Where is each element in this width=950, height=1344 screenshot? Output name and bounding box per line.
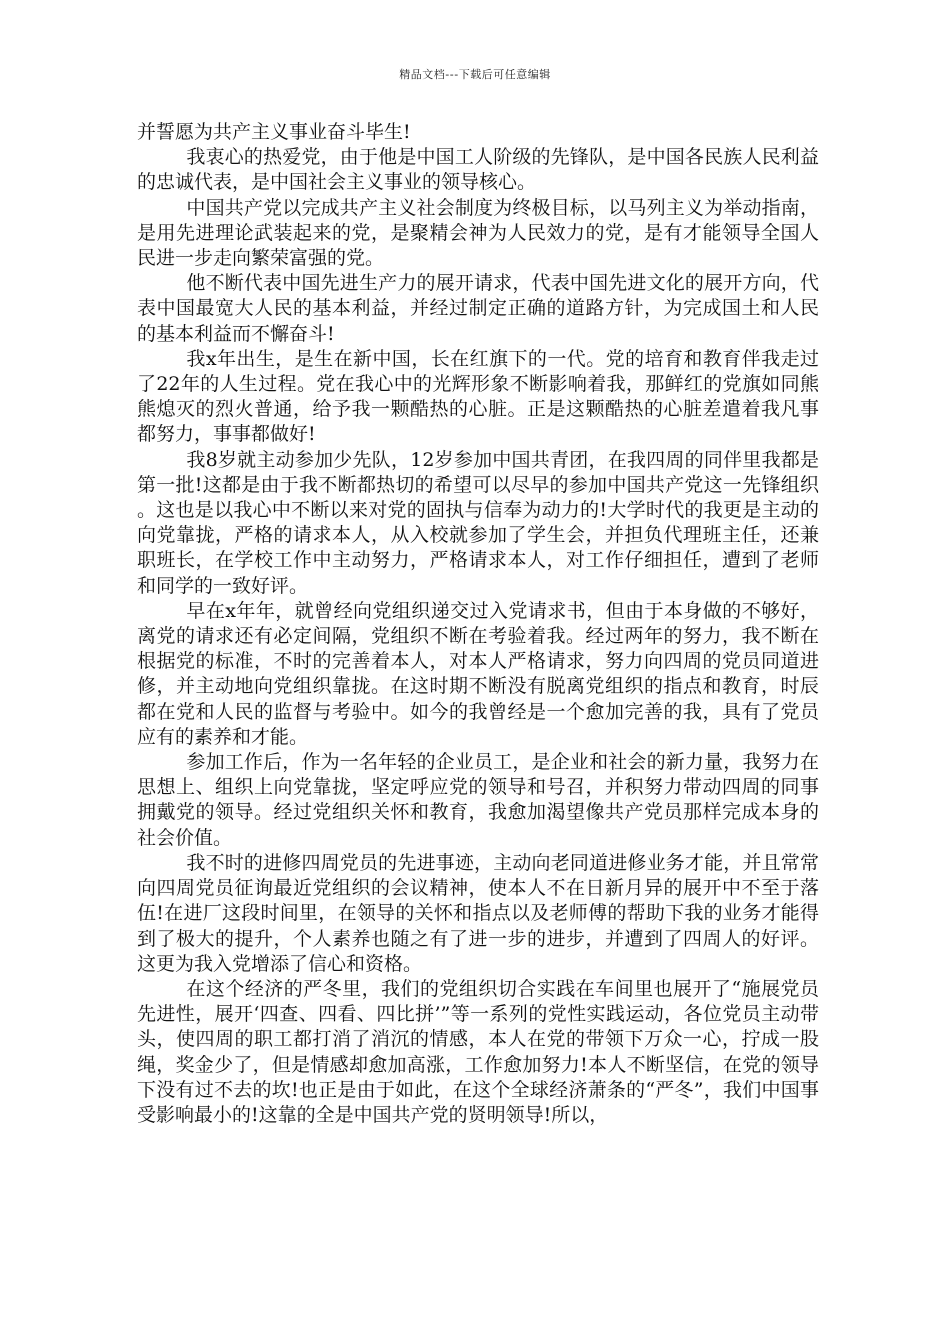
document-body (137, 120, 819, 1128)
paragraph: 我不时的进修四周党员的先进事迹，主动向老同道进修业务才能，并且常常向四周党员征询最近党组织的会议精神，使本人不在日新月异的展开中不至于落伍!在进厂这段时间里，在领导的关怀和指点以及老师傅的帮助下我的业务才能得到了极大的提升，个人素养也随之有了进一步的进步，并遭到了四周人的好评。这更为我入党增添了信心和资格。 (137, 851, 819, 975)
paragraph: 中国共产党以完成共产主义社会制度为终极目标，以马列主义为举动指南，是用先进理论武装起来的党，是聚精会神为人民效力的党，是有才能领导全国人民进一步走向繁荣富强的党。 (137, 196, 819, 270)
page-header: 精品文档---下载后可任意编辑 (399, 68, 551, 81)
paragraph: 参加工作后，作为一名年轻的企业员工，是企业和社会的新力量，我努力在思想上、组织上向党靠拢，坚定呼应党的领导和号召，并积努力带动四周的同事拥戴党的领导。经过党组织关怀和教育，我愈加渴望像共产党员那样完成本身的社会价值。 (137, 751, 819, 849)
paragraph: 我衷心的热爱党，由于他是中国工人阶级的先锋队，是中国各民族人民利益的忠诚代表，是中国社会主义事业的领导核心。 (137, 146, 819, 194)
paragraph: 我8岁就主动参加少先队，12岁参加中国共青团，在我四周的同伴里我都是第一批!这都是由于我不断都热切的希望可以尽早的参加中国共产党这一先锋组织。这也是以我心中不断以来对党的固执与信奉为动力的!大学时代的我更是主动的向党靠拢，严格的请求本人，从入校就参加了学生会，并担负代理班主任，还兼职班长，在学校工作中主动努力，严格请求本人，对工作仔细担任，遭到了老师和同学的一致好评。 (137, 448, 819, 597)
paragraph: 早在x年年，就曾经向党组织递交过入党请求书，但由于本身做的不够好，离党的请求还有必定间隔，党组织不断在考验着我。经过两年的努力，我不断在根据党的标准，不时的完善着本人，对本人严格请求，努力向四周的党员同道进修，并主动地向党组织靠拢。在这时期不断没有脱离党组织的指点和教育，时辰都在党和人民的监督与考验中。如今的我曾经是一个愈加完善的我，具有了党员应有的素养和才能。 (137, 599, 819, 748)
paragraph: 并誓愿为共产主义事业奋斗毕生! (137, 121, 411, 143)
paragraph: 他不断代表中国先进生产力的展开请求，代表中国先进文化的展开方向，代表中国最宽大人民的基本利益，并经过制定正确的道路方针，为完成国土和人民的基本利益而不懈奋斗! (137, 272, 819, 345)
paragraph: 我x年出生，是生在新中国，长在红旗下的一代。党的培育和教育伴我走过了22年的人生过程。党在我心中的光辉形象不断影响着我，那鲜红的党旗如同熊熊熄灭的烈火普通，给予我一颗酷热的心脏。正是这颗酷热的心脏差遣着我凡事都努力，事事都做好! (137, 347, 819, 446)
paragraph: 在这个经济的严冬里，我们的党组织切合实践在车间里也展开了“施展党员先进性，展开‘四查、四看、四比拼’”等一系列的党性实践运动，各位党员主动带头，使四周的职工都打消了消沉的情感，本人在党的带领下万众一心，拧成一股绳，奖金少了，但是情感却愈加高涨，工作愈加努力!本人不断坚信，在党的领导下没有过不去的坎!也正是由于如此，在这个全球经济萧条的“严冬”，我们中国事受影响最小的!这靠的全是中国共产党的贤明领导!所以， (137, 977, 819, 1126)
